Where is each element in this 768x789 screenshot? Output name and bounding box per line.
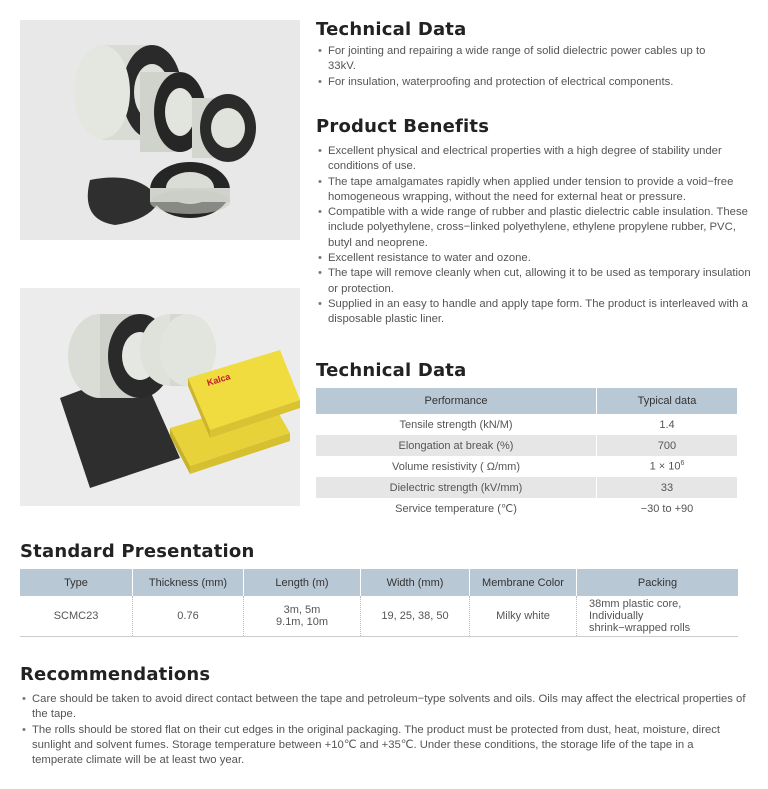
table-cell-label: Elongation at break (%): [316, 435, 597, 456]
table-row: [316, 414, 737, 435]
table-cell-label: Volume resistivity ( Ω/mm): [316, 456, 597, 477]
length-cell: [244, 596, 361, 636]
tape-roll: [150, 162, 230, 218]
list-item: • Supplied in an easy to handle and apply tape form. The product is interleaved with a disposable plastic liner.: [316, 297, 756, 328]
tape-roll: [192, 94, 256, 162]
table-row: [316, 498, 737, 519]
technical-data-table-heading: Technical Data: [316, 360, 467, 381]
recommendations-bullets: [20, 692, 746, 768]
list-item: • Excellent resistance to water and ozone.: [316, 251, 756, 266]
length-line: 3m, 5m: [283, 603, 321, 616]
table-header-row: [20, 569, 738, 596]
recommendations-heading: Recommendations: [20, 664, 211, 685]
product-benefits-bullets: [316, 144, 756, 328]
table-cell-value: [597, 456, 738, 477]
technical-data-heading: Technical Data: [316, 19, 467, 40]
list-item: • The rolls should be stored flat on their cut edges in the original packaging. The product must be protected from dust, heat, moisture, direct sunlight and solvent fumes. Storage temperature between +10℃ and +35℃. Under these conditions, the storage life of the tape in a temperate climate will be at least two year.: [20, 723, 746, 769]
column-header: Membrane Color: [470, 569, 577, 596]
list-item: • Care should be taken to avoid direct contact between the tape and petroleum−type solvents and oils. Oils may affect the electrical properties of the tape.: [20, 692, 746, 723]
column-header: Thickness (mm): [133, 569, 244, 596]
product-benefits-heading: Product Benefits: [316, 116, 490, 137]
table-cell-value: 1.4: [659, 418, 675, 431]
table-cell-value: 700: [597, 435, 738, 456]
table-cell-label: Service temperature (℃): [316, 498, 597, 519]
product-photo-packaged: [20, 288, 300, 506]
table-row: [20, 596, 738, 636]
column-header: Packing: [577, 569, 739, 596]
column-header: Width (mm): [361, 569, 470, 596]
standard-presentation-heading: Standard Presentation: [20, 541, 255, 562]
packing-line: shrink−wrapped rolls: [589, 621, 691, 634]
technical-data-table: [316, 388, 737, 519]
table-row: [316, 477, 737, 498]
color-cell: Milky white: [470, 596, 577, 636]
standard-presentation-table: [20, 569, 738, 637]
list-item: • For insulation, waterproofing and protection of electrical components.: [316, 75, 736, 90]
table-cell-value: −30 to +90: [640, 502, 694, 515]
value-text: 1 × 10: [649, 460, 681, 473]
list-item: • The tape amalgamates rapidly when applied under tension to provide a void−free homogeneous wrapping, without the need for external heat or pressure.: [316, 175, 756, 206]
list-item: • Excellent physical and electrical properties with a high degree of stability under conditions of use.: [316, 144, 756, 175]
packing-line: 38mm plastic core, Individually: [589, 597, 682, 622]
box-brand-label: Kalca: [205, 371, 232, 388]
packaged-tape-illustration: [20, 288, 300, 506]
table-cell-label: Tensile strength (kN/M): [316, 414, 597, 435]
width-cell: 19, 25, 38, 50: [361, 596, 470, 636]
table-cell-label: Dielectric strength (kV/mm): [316, 477, 597, 498]
type-cell: SCMC23: [20, 596, 133, 636]
packing-cell: [577, 596, 739, 636]
table-header-row: [316, 388, 737, 414]
thickness-cell: 0.76: [133, 596, 244, 636]
technical-data-bullets: [316, 44, 736, 90]
column-header: Performance: [316, 388, 597, 414]
list-item: • Compatible with a wide range of rubber and plastic dielectric cable insulation. These include polyethylene, cross−linked polyethylene, ethylene propylene rubber, PVC, butyl and neoprene.: [316, 205, 756, 251]
table-row: [316, 456, 737, 477]
list-item: • For jointing and repairing a wide range of solid dielectric power cables up to 33kV.: [316, 44, 736, 75]
column-header: Length (m): [244, 569, 361, 596]
table-cell-value: 33: [597, 477, 738, 498]
column-header: Type: [20, 569, 133, 596]
length-line: 9.1m, 10m: [276, 615, 328, 628]
column-header: Typical data: [597, 388, 738, 414]
tape-rolls-illustration: [20, 20, 300, 240]
product-photo-rolls: [20, 20, 300, 240]
value-exponent: 6: [680, 460, 685, 468]
list-item: • The tape will remove cleanly when cut, allowing it to be used as temporary insulation or protection.: [316, 266, 756, 297]
table-row: [316, 435, 737, 456]
